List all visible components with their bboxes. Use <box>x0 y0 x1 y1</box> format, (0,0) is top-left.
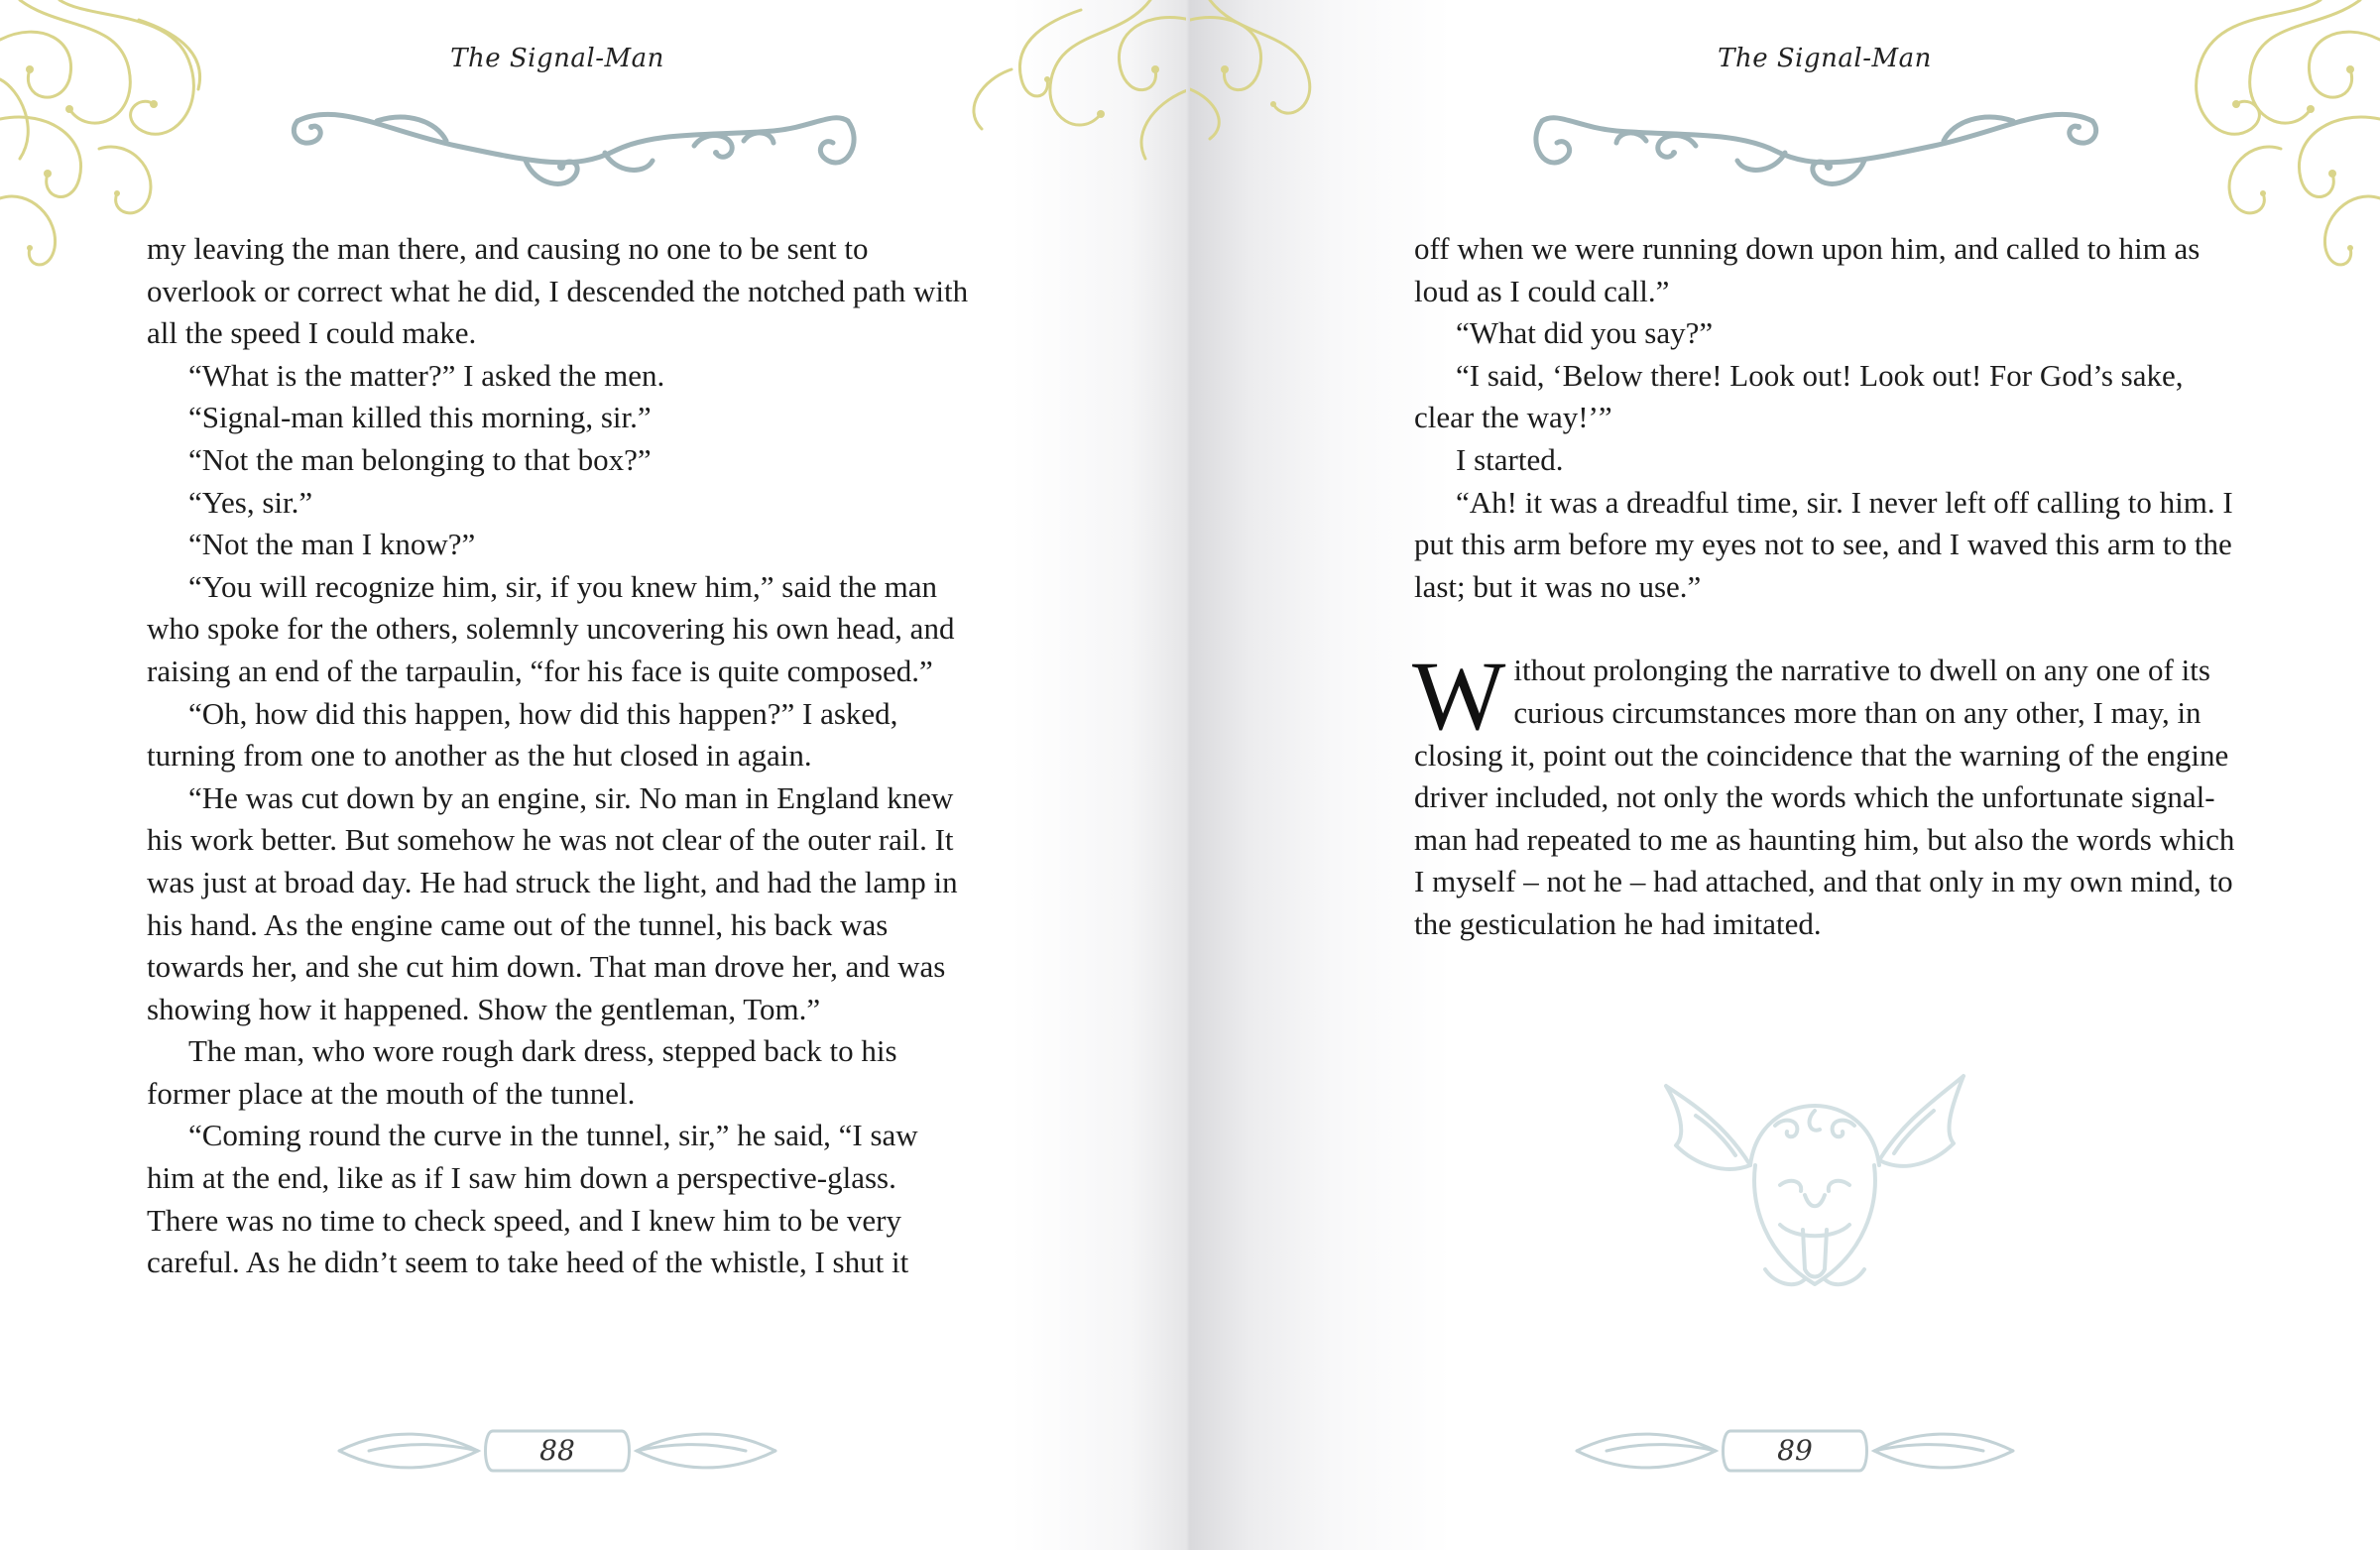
paragraph: off when we were running down upon him, and called to him as loud as I could call.” <box>1414 231 2201 308</box>
paragraph: “Yes, sir.” <box>188 484 313 520</box>
gold-swirl-ornament-top-center-right <box>1190 0 1408 149</box>
left-page-body-text <box>147 228 970 1284</box>
paragraph: “Oh, how did this happen, how did this happen?” I asked, turning from one to another as the hut closed in again. <box>147 695 898 774</box>
paragraph: “Not the man belonging to that box?” <box>188 441 652 477</box>
section-break <box>1414 608 2237 650</box>
right-page-body-text <box>1414 228 2237 946</box>
paragraph: “Not the man I know?” <box>188 527 476 562</box>
running-head: The Signal-Man <box>1718 44 1932 73</box>
paragraph: my leaving the man there, and causing no one to be sent to overlook or correct what he did, I descended the notched path with all the speed I could make. <box>147 231 969 351</box>
paragraph: “I said, ‘Below there! Look out! Look out! For God’s sake, clear the way!’” <box>1414 357 2184 435</box>
page-number: 89 <box>1777 1434 1813 1467</box>
right-page <box>1190 0 2380 1550</box>
paragraph: The man, who wore rough dark dress, stepped back to his former place at the mouth of the tunnel. <box>147 1033 897 1111</box>
gold-swirl-ornament-top-center-left <box>952 0 1190 179</box>
paragraph: I started. <box>1456 441 1564 477</box>
paragraph: “He was cut down by an engine, sir. No man in England knew his work better. But somehow he was not clear of the outer rail. It was just at broad day. He had struck the light, and had the lamp in his hand. As the engine came out of the tunnel, his back was towards her, and she cut him down. That man drove her, and was showing how it happened. Show the gentleman, Tom.” <box>147 779 958 1026</box>
header-flourish-ornament <box>278 91 863 200</box>
closing-paragraph <box>1412 641 2237 945</box>
page-number-ornament <box>329 1406 785 1495</box>
paragraph: “You will recognize him, sir, if you knew him,” said the man who spoke for the others, solemnly uncovering his own head, and raising an end of the tarpaulin, “for his face is quite composed.” <box>147 568 955 688</box>
paragraph: “What is the matter?” I asked the men. <box>188 357 665 393</box>
paragraph: “Signal-man killed this morning, sir.” <box>188 400 652 435</box>
paragraph: “Ah! it was a dreadful time, sir. I never left off calling to him. I put this arm before my eyes not to see, and I waved this arm to the last; but it was no use.” <box>1414 484 2233 604</box>
header-flourish-ornament <box>1527 91 2112 200</box>
page-number: 88 <box>539 1434 575 1467</box>
running-head: The Signal-Man <box>450 44 664 73</box>
paragraph: “What did you say?” <box>1456 315 1714 351</box>
drop-cap: W <box>1412 641 1506 752</box>
closing-paragraph-text: ithout prolonging the narrative to dwell on any one of its curious circumstances more than on any other, I may, in closing it, point out the coincidence that the warning of the engine driver included, not only the words which the unfortunate signal-man had repeated to me as haunting him, but also the words which I myself – not he – had attached, and that only in my own mind, to the gesticulation he had imitated. <box>1414 653 2235 941</box>
paragraph: “Coming round the curve in the tunnel, sir,” he said, “I saw him at the end, like as if I saw him down a perspective-glass. There was no time to check speed, and I knew him to be very careful. As he didn’t seem to take heed of the whistle, I shut it <box>147 1118 918 1280</box>
gargoyle-ornament-icon <box>1656 1066 1973 1314</box>
page-number-ornament <box>1567 1406 2023 1495</box>
